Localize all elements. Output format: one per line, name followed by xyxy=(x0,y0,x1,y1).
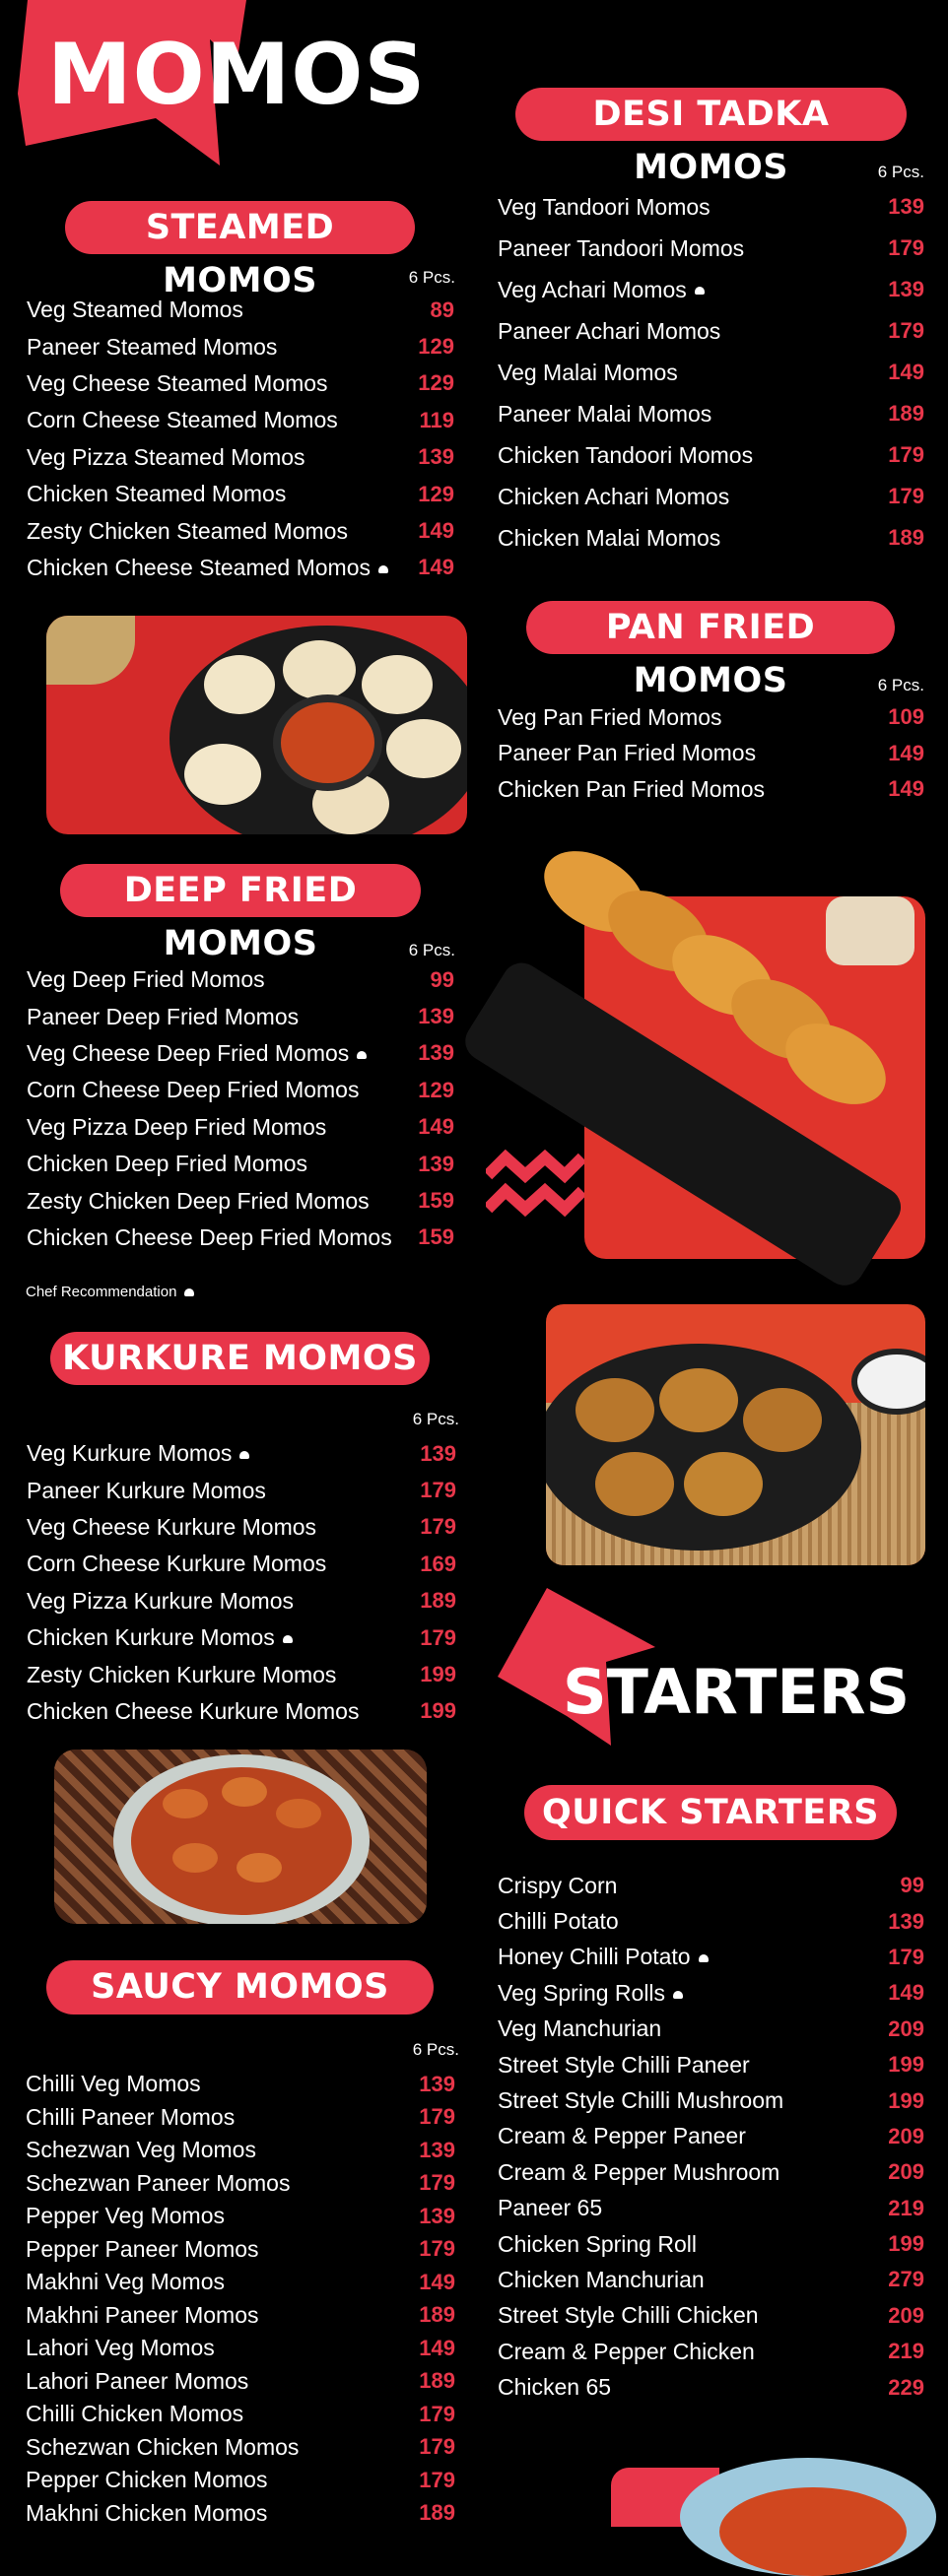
zigzag-decoration xyxy=(486,1148,584,1226)
menu-item-name: Chicken Cheese Steamed Momos xyxy=(27,555,388,581)
menu-item-price: 139 xyxy=(420,1440,456,1466)
menu-item xyxy=(27,998,454,1034)
menu-item-name: Pepper Chicken Momos xyxy=(26,2467,268,2493)
menu-item-name: Schezwan Paneer Momos xyxy=(26,2169,291,2196)
menu-item-price: 209 xyxy=(888,2302,924,2328)
menu-item-price: 119 xyxy=(419,407,454,432)
menu-item-price: 209 xyxy=(888,2015,924,2041)
menu-item-price: 179 xyxy=(419,2170,455,2196)
menu-item-price: 129 xyxy=(418,334,454,360)
menu-item xyxy=(498,2082,924,2118)
menu-item-name: Corn Cheese Deep Fried Momos xyxy=(27,1077,360,1103)
menu-item xyxy=(26,2134,455,2167)
menu-item xyxy=(498,771,924,808)
menu-item-price: 179 xyxy=(419,2401,455,2426)
menu-item-name: Honey Chilli Potato xyxy=(498,1944,709,1970)
menu-item-price: 149 xyxy=(418,1114,454,1140)
menu-item-name: Chicken Cheese Deep Fried Momos xyxy=(27,1223,392,1250)
menu-item xyxy=(26,2464,455,2497)
menu-item-price: 179 xyxy=(888,442,924,467)
saucy-menu-list xyxy=(26,2068,455,2530)
menu-item-price: 139 xyxy=(418,1151,454,1176)
menu-item-name: Corn Cheese Kurkure Momos xyxy=(27,1551,327,1577)
menu-item-price: 189 xyxy=(420,1588,456,1614)
menu-item-price: 139 xyxy=(419,2071,455,2096)
menu-item-name: Chicken Manchurian xyxy=(498,2266,705,2292)
menu-item-price: 129 xyxy=(418,1077,454,1102)
menu-item xyxy=(27,1035,454,1072)
menu-item xyxy=(26,2299,455,2333)
menu-item-price: 179 xyxy=(419,2467,455,2492)
menu-item-price: 179 xyxy=(420,1514,456,1540)
menu-item xyxy=(498,310,924,352)
menu-item-name: Veg Spring Rolls xyxy=(498,1980,683,2007)
menu-item-price: 139 xyxy=(888,1908,924,1934)
menu-item-name: Lahori Paneer Momos xyxy=(26,2367,249,2394)
menu-item xyxy=(27,1656,456,1692)
menu-item-name: Chicken Malai Momos xyxy=(498,524,721,551)
menu-item-price: 189 xyxy=(419,2500,455,2526)
menu-item-name: Veg Malai Momos xyxy=(498,359,678,385)
menu-item-price: 179 xyxy=(888,318,924,343)
menu-item-name: Paneer Pan Fried Momos xyxy=(498,740,757,766)
menu-item-name: Cream & Pepper Paneer xyxy=(498,2123,746,2149)
menu-item-price: 229 xyxy=(888,2374,924,2400)
menu-item-price: 149 xyxy=(888,740,924,765)
menu-item xyxy=(498,699,924,736)
menu-item-price: 139 xyxy=(888,277,924,301)
menu-item-name: Chicken Achari Momos xyxy=(498,483,730,509)
menu-item xyxy=(27,550,454,586)
menu-item xyxy=(498,2262,924,2297)
menu-item-name: Veg Pizza Kurkure Momos xyxy=(27,1587,295,1614)
menu-item-name: Paneer Achari Momos xyxy=(498,317,721,344)
menu-item xyxy=(26,2497,455,2531)
menu-item-price: 179 xyxy=(888,235,924,260)
menu-item-name: Pepper Paneer Momos xyxy=(26,2235,259,2262)
menu-item-name: Paneer 65 xyxy=(498,2195,603,2221)
chef-hat-icon xyxy=(184,1288,194,1296)
menu-item-name: Chicken Spring Roll xyxy=(498,2230,697,2257)
menu-item-price: 99 xyxy=(430,966,454,992)
menu-item-price: 189 xyxy=(888,525,924,550)
menu-item-name: Makhni Paneer Momos xyxy=(26,2301,259,2328)
menu-item-name: Chilli Chicken Momos xyxy=(26,2401,244,2427)
menu-item-name: Zesty Chicken Kurkure Momos xyxy=(27,1661,337,1687)
menu-item-name: Crispy Corn xyxy=(498,1872,618,1898)
menu-item-price: 179 xyxy=(888,484,924,508)
starters-title: STARTERS xyxy=(563,1656,911,1728)
momos-title: MOMOS xyxy=(47,26,427,124)
pan-fried-momos-heading: PAN FRIED MOMOS xyxy=(526,601,895,654)
menu-item xyxy=(498,2226,924,2262)
menu-item-name: Veg Deep Fried Momos xyxy=(27,966,265,993)
menu-item xyxy=(498,186,924,228)
chef-hat-icon xyxy=(283,1635,293,1643)
menu-item-name: Veg Cheese Kurkure Momos xyxy=(27,1513,317,1540)
menu-item xyxy=(498,476,924,517)
menu-item xyxy=(498,2369,924,2405)
menu-item xyxy=(498,228,924,269)
pan-fried-momos-photo xyxy=(486,837,925,1259)
deep-fried-menu-list xyxy=(27,961,454,1256)
menu-item-name: Street Style Chilli Paneer xyxy=(498,2051,750,2078)
menu-item-price: 139 xyxy=(418,444,454,470)
menu-item-price: 159 xyxy=(418,1224,454,1250)
desi-tadka-momos-heading: DESI TADKA MOMOS xyxy=(515,88,907,141)
menu-item xyxy=(498,434,924,476)
menu-item-name: Veg Pizza Deep Fried Momos xyxy=(27,1113,327,1140)
menu-item-price: 129 xyxy=(418,481,454,506)
kurkure-momos-photo xyxy=(546,1304,925,1565)
menu-item-name: Paneer Kurkure Momos xyxy=(27,1477,266,1503)
menu-item-name: Veg Cheese Deep Fried Momos xyxy=(27,1040,367,1067)
menu-item xyxy=(498,2047,924,2082)
menu-item-price: 149 xyxy=(418,555,454,580)
menu-item-name: Zesty Chicken Deep Fried Momos xyxy=(27,1187,370,1214)
menu-item xyxy=(27,1619,456,1656)
menu-item-price: 189 xyxy=(419,2368,455,2394)
menu-item-name: Chicken Steamed Momos xyxy=(27,481,287,507)
menu-item-price: 209 xyxy=(888,2123,924,2148)
menu-item-name: Paneer Deep Fried Momos xyxy=(27,1003,300,1029)
menu-item xyxy=(498,2012,924,2047)
menu-item xyxy=(27,1546,456,1582)
saucy-momos-heading: SAUCY MOMOS xyxy=(46,1960,434,2015)
menu-item xyxy=(27,439,454,476)
menu-item xyxy=(26,2200,455,2233)
menu-item xyxy=(26,2068,455,2101)
menu-item-price: 149 xyxy=(888,360,924,384)
menu-item-price: 199 xyxy=(420,1698,456,1724)
menu-item-price: 149 xyxy=(888,776,924,802)
menu-item xyxy=(26,2431,455,2465)
menu-item xyxy=(26,2233,455,2267)
saucy-momos-photo xyxy=(54,1750,427,1924)
menu-item xyxy=(27,1472,456,1508)
menu-item xyxy=(27,1220,454,1256)
desi-tadka-pcs-label: 6 Pcs. xyxy=(877,163,924,181)
menu-item-price: 159 xyxy=(418,1188,454,1214)
menu-item-name: Paneer Steamed Momos xyxy=(27,333,278,360)
menu-item-name: Veg Tandoori Momos xyxy=(498,193,711,220)
menu-item-name: Paneer Malai Momos xyxy=(498,400,712,427)
menu-item-name: Schezwan Chicken Momos xyxy=(26,2433,300,2460)
menu-item xyxy=(498,2334,924,2369)
menu-item-name: Chicken Pan Fried Momos xyxy=(498,775,765,802)
desi-tadka-menu-list xyxy=(498,186,924,559)
menu-item-name: Chilli Potato xyxy=(498,1908,619,1935)
menu-item-price: 179 xyxy=(420,1624,456,1650)
menu-item xyxy=(26,2101,455,2135)
menu-item xyxy=(498,2154,924,2190)
menu-item xyxy=(26,2266,455,2299)
menu-item xyxy=(27,961,454,998)
menu-item-name: Chicken Tandoori Momos xyxy=(498,441,754,468)
menu-item-price: 129 xyxy=(418,370,454,396)
menu-item-name: Veg Cheese Steamed Momos xyxy=(27,369,328,396)
menu-item xyxy=(27,365,454,402)
menu-item xyxy=(26,2332,455,2365)
menu-item-name: Paneer Tandoori Momos xyxy=(498,234,745,261)
menu-item-price: 279 xyxy=(888,2267,924,2292)
menu-item-name: Veg Steamed Momos xyxy=(27,297,243,323)
menu-item-price: 139 xyxy=(418,1004,454,1029)
menu-item-name: Schezwan Veg Momos xyxy=(26,2137,256,2163)
menu-item xyxy=(498,2119,924,2154)
deep-fried-momos-heading: DEEP FRIED MOMOS xyxy=(60,864,421,917)
menu-item-name: Chilli Paneer Momos xyxy=(26,2103,236,2130)
starters-dish-photo xyxy=(611,2468,936,2537)
saucy-pcs-label: 6 Pcs. xyxy=(412,2040,459,2059)
menu-item-name: Veg Achari Momos xyxy=(498,277,705,303)
chef-hat-icon xyxy=(695,287,705,295)
quick-starters-menu-list xyxy=(498,1868,924,2406)
menu-item xyxy=(498,1940,924,1975)
menu-item xyxy=(27,1583,456,1619)
menu-item-name: Chicken 65 xyxy=(498,2374,612,2401)
menu-item xyxy=(498,2298,924,2334)
menu-item xyxy=(27,1146,454,1182)
menu-item-price: 139 xyxy=(419,2137,455,2162)
menu-item xyxy=(27,1509,456,1546)
menu-item-price: 179 xyxy=(420,1478,456,1503)
pan-fried-pcs-label: 6 Pcs. xyxy=(877,676,924,694)
menu-item-price: 169 xyxy=(420,1551,456,1576)
menu-item-name: Makhni Veg Momos xyxy=(26,2269,225,2295)
chef-hat-icon xyxy=(699,1954,709,1962)
steamed-momos-photo xyxy=(46,616,467,834)
menu-item-price: 149 xyxy=(888,1980,924,2006)
menu-item-name: Pepper Veg Momos xyxy=(26,2203,226,2229)
menu-item xyxy=(498,517,924,559)
quick-starters-heading: QUICK STARTERS xyxy=(524,1785,897,1840)
menu-item-name: Chicken Cheese Kurkure Momos xyxy=(27,1697,360,1724)
menu-item-name: Chilli Veg Momos xyxy=(26,2071,201,2097)
menu-item-name: Street Style Chilli Chicken xyxy=(498,2302,759,2329)
menu-item xyxy=(498,736,924,772)
menu-item-name: Lahori Veg Momos xyxy=(26,2335,215,2361)
kurkure-pcs-label: 6 Pcs. xyxy=(412,1410,459,1428)
menu-item xyxy=(26,2365,455,2399)
menu-item xyxy=(27,1072,454,1108)
menu-item xyxy=(26,2167,455,2201)
menu-item xyxy=(27,402,454,438)
menu-item-price: 89 xyxy=(430,297,454,322)
menu-item-price: 139 xyxy=(888,194,924,219)
menu-item-price: 209 xyxy=(888,2159,924,2185)
menu-item-price: 189 xyxy=(888,401,924,426)
menu-item-name: Makhni Chicken Momos xyxy=(26,2499,268,2526)
menu-item-price: 179 xyxy=(888,1944,924,1969)
menu-item-price: 149 xyxy=(418,518,454,544)
menu-item-price: 199 xyxy=(888,2231,924,2257)
chef-hat-icon xyxy=(673,1991,683,1999)
menu-item-price: 149 xyxy=(419,2269,455,2294)
menu-item xyxy=(27,1109,454,1146)
kurkure-momos-heading: KURKURE MOMOS xyxy=(50,1332,430,1385)
menu-item-price: 149 xyxy=(419,2335,455,2360)
menu-item xyxy=(27,476,454,512)
deep-fried-pcs-label: 6 Pcs. xyxy=(408,941,455,959)
menu-item-price: 179 xyxy=(419,2104,455,2130)
menu-item-price: 139 xyxy=(419,2203,455,2228)
menu-item-name: Chicken Deep Fried Momos xyxy=(27,1151,308,1177)
menu-item-name: Cream & Pepper Chicken xyxy=(498,2338,755,2364)
steamed-pcs-label: 6 Pcs. xyxy=(408,268,455,287)
menu-item-name: Zesty Chicken Steamed Momos xyxy=(27,517,348,544)
menu-item-price: 219 xyxy=(888,2339,924,2364)
chef-hat-icon xyxy=(239,1451,249,1459)
menu-item xyxy=(27,292,454,328)
menu-item xyxy=(498,2191,924,2226)
menu-item xyxy=(498,1868,924,1903)
menu-item-name: Veg Manchurian xyxy=(498,2015,662,2042)
menu-item xyxy=(27,1435,456,1472)
menu-item xyxy=(498,269,924,310)
menu-item xyxy=(27,512,454,549)
pan-fried-menu-list xyxy=(498,699,924,808)
chef-recommendation-note: Chef Recommendation xyxy=(26,1284,194,1300)
menu-item xyxy=(498,1903,924,1939)
chef-hat-icon xyxy=(378,565,388,573)
menu-item xyxy=(27,328,454,364)
menu-item-name: Street Style Chilli Mushroom xyxy=(498,2087,784,2114)
menu-item-name: Veg Pan Fried Momos xyxy=(498,703,722,730)
menu-item xyxy=(498,352,924,393)
menu-item xyxy=(27,1693,456,1730)
menu-item-name: Veg Pizza Steamed Momos xyxy=(27,443,305,470)
menu-item-price: 199 xyxy=(888,2052,924,2078)
menu-item-price: 179 xyxy=(419,2236,455,2262)
menu-item xyxy=(498,393,924,434)
menu-item-price: 99 xyxy=(900,1873,924,1898)
kurkure-menu-list xyxy=(27,1435,456,1730)
menu-item-price: 189 xyxy=(419,2302,455,2328)
menu-item xyxy=(27,1182,454,1219)
menu-item-price: 109 xyxy=(888,704,924,730)
menu-item-price: 179 xyxy=(419,2434,455,2460)
menu-item-name: Chicken Kurkure Momos xyxy=(27,1624,293,1651)
chef-hat-icon xyxy=(357,1051,367,1059)
menu-item-price: 139 xyxy=(418,1040,454,1066)
menu-item xyxy=(498,1975,924,2011)
menu-item-price: 199 xyxy=(420,1662,456,1687)
menu-item-name: Corn Cheese Steamed Momos xyxy=(27,407,338,433)
steamed-momos-heading: STEAMED MOMOS xyxy=(65,201,415,254)
menu-item-name: Cream & Pepper Mushroom xyxy=(498,2158,780,2185)
steamed-menu-list xyxy=(27,292,454,586)
menu-item-price: 199 xyxy=(888,2087,924,2113)
menu-item-price: 219 xyxy=(888,2195,924,2220)
menu-item xyxy=(26,2398,455,2431)
menu-item-name: Veg Kurkure Momos xyxy=(27,1440,249,1467)
